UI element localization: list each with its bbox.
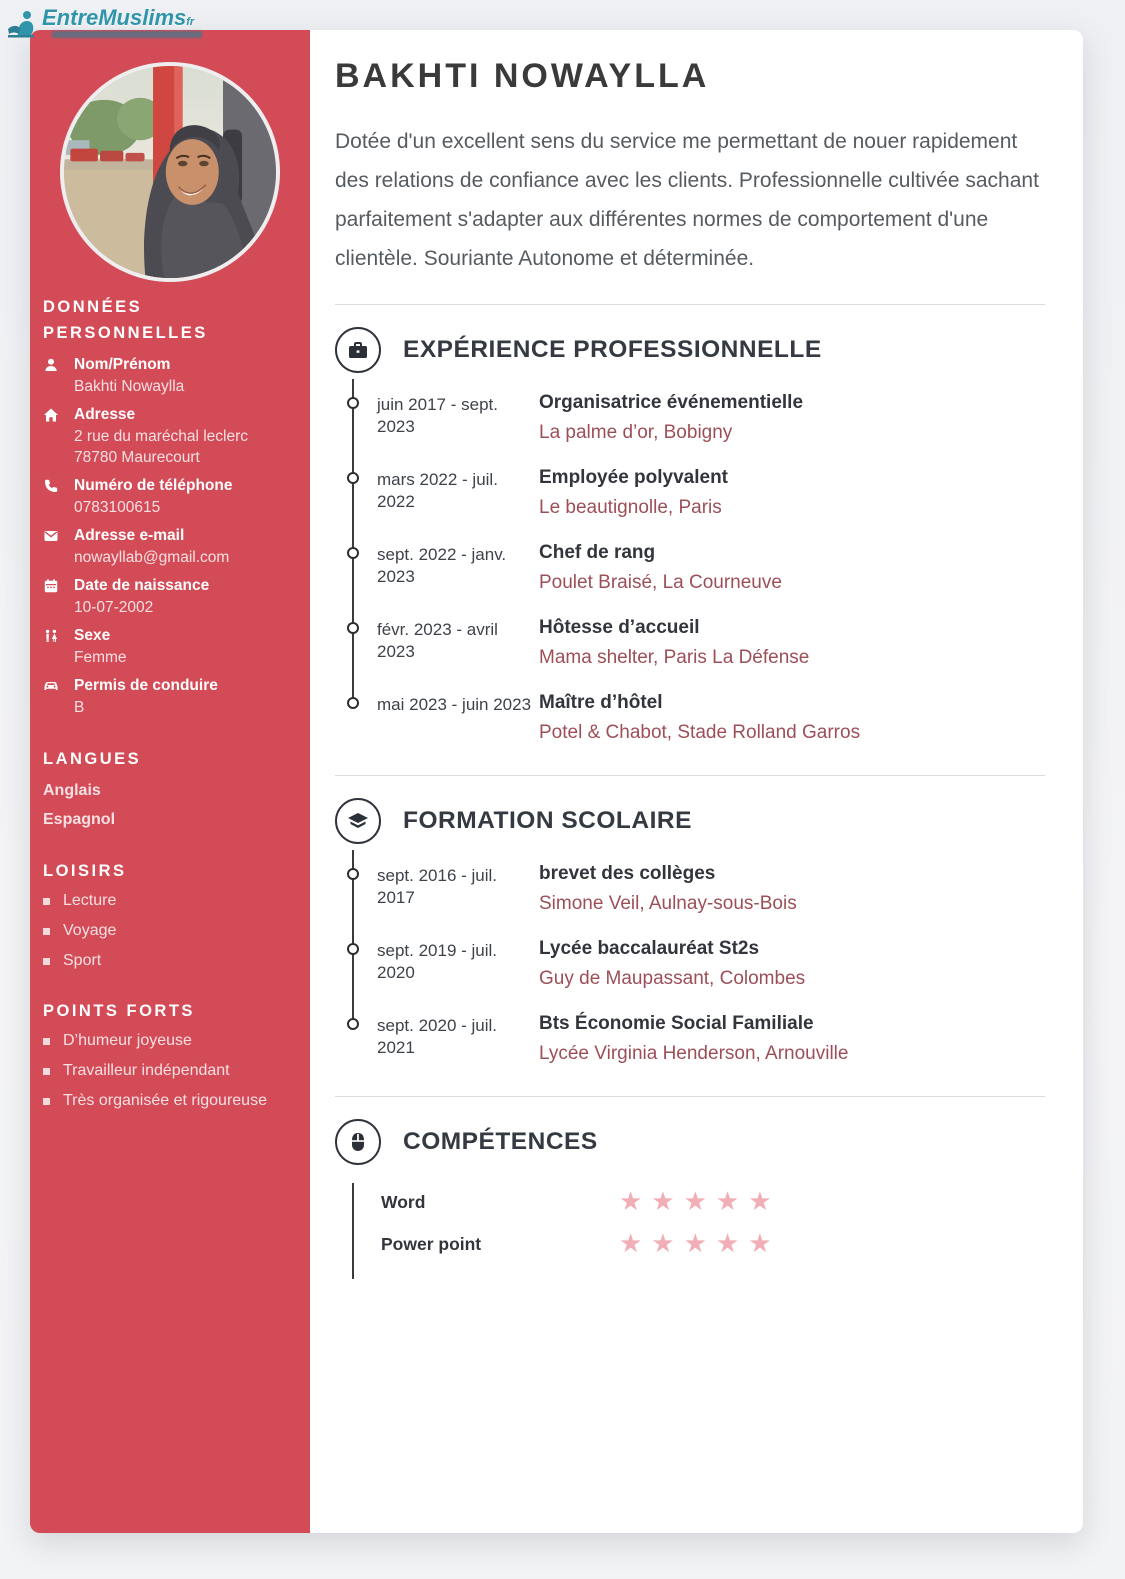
contact-value: B [74, 699, 85, 716]
skills-list [352, 1183, 1045, 1279]
skills-title: COMPÉTENCES [403, 1128, 598, 1155]
timeline-dot-icon [347, 472, 359, 484]
timeline-entry [335, 937, 1045, 991]
skill-row [381, 1229, 1045, 1259]
graduation-icon [335, 798, 381, 844]
list-item: Voyage [43, 922, 296, 940]
timeline-dot-icon [347, 868, 359, 880]
square-bullet-icon [43, 958, 50, 965]
skills-section [335, 1096, 1045, 1279]
entry-place: Mama shelter, Paris La Défense [539, 647, 810, 668]
entry-period: mars 2022 - juil. 2022 [377, 470, 498, 511]
timeline-dot-icon [347, 697, 359, 709]
calendar-icon [43, 575, 74, 618]
square-bullet-icon [43, 928, 50, 935]
entry-title: Chef de rang [539, 542, 656, 563]
square-bullet-icon [43, 898, 50, 905]
mouse-icon [335, 1119, 381, 1165]
entry-title: Hôtesse d’accueil [539, 617, 700, 638]
timeline-entry [335, 541, 1045, 595]
contact-label: Nom/Prénom [74, 356, 171, 373]
contact-value: 2 rue du maréchal leclerc [74, 428, 249, 445]
entry-title: Bts Économie Social Familiale [539, 1013, 814, 1034]
entry-place: Poulet Braisé, La Courneuve [539, 572, 782, 593]
list-item: Sport [43, 952, 296, 970]
contact-value: 0783100615 [74, 499, 161, 516]
user-icon [43, 354, 74, 397]
contact-label: Numéro de téléphone [74, 477, 233, 494]
square-bullet-icon [43, 1098, 50, 1105]
entry-title: Organisatrice événementielle [539, 392, 804, 413]
languages-list [43, 780, 296, 830]
list-item: D’humeur joyeuse [43, 1032, 296, 1050]
contact-value: Bakhti Nowaylla [74, 378, 185, 395]
timeline-entry [335, 616, 1045, 670]
timeline-entry [335, 391, 1045, 445]
phone-icon [43, 475, 74, 518]
timeline-dot-icon [347, 943, 359, 955]
experience-title: EXPÉRIENCE PROFESSIONNELLE [403, 336, 822, 363]
candidate-name: BAKHTI NOWAYLLA [335, 57, 710, 95]
main-content [310, 30, 1083, 1533]
entry-title: Maître d’hôtel [539, 692, 663, 713]
timeline-entry [335, 862, 1045, 916]
personal-items [43, 354, 296, 718]
personal-section-title: DONNÉES PERSONNELLES [43, 298, 208, 342]
contact-label: Adresse e-mail [74, 527, 185, 544]
contact-item [43, 525, 296, 568]
languages-section-title: LANGUES [43, 750, 142, 768]
watermark-brand: EntreMuslims [42, 5, 187, 30]
timeline-dot-icon [347, 397, 359, 409]
timeline-entry [335, 691, 1045, 745]
entry-title: Lycée baccalauréat St2s [539, 938, 760, 959]
timeline-dot-icon [347, 547, 359, 559]
entry-title: Employée polyvalent [539, 467, 729, 488]
entry-place: La palme d’or, Bobigny [539, 422, 733, 443]
timeline-entry [335, 466, 1045, 520]
timeline-dot-icon [347, 1018, 359, 1030]
skill-name: Word [381, 1191, 426, 1212]
cv-document [30, 30, 1083, 1533]
site-watermark [6, 6, 202, 44]
contact-value: 78780 Maurecourt [74, 449, 200, 466]
contact-value: Femme [74, 649, 127, 666]
strengths-section-title: POINTS FORTS [43, 1002, 195, 1020]
list-item: Très organisée et rigoureuse [43, 1092, 296, 1110]
contact-value: 10-07-2002 [74, 599, 154, 616]
mail-icon [43, 525, 74, 568]
hobbies-section-title: LOISIRS [43, 862, 127, 880]
timeline-entry [335, 1012, 1045, 1066]
contact-item [43, 575, 296, 618]
contact-label: Permis de conduire [74, 677, 218, 694]
gender-icon [43, 625, 74, 668]
language-item: Espagnol [43, 811, 116, 828]
square-bullet-icon [43, 1038, 50, 1045]
list-item: Lecture [43, 892, 296, 910]
entry-place: Simone Veil, Aulnay-sous-Bois [539, 893, 797, 914]
education-title: FORMATION SCOLAIRE [403, 807, 692, 834]
contact-item [43, 625, 296, 668]
entry-period: sept. 2020 - juil. 2021 [377, 1016, 498, 1057]
entry-place: Potel & Chabot, Stade Rolland Garros [539, 722, 861, 743]
experience-section [335, 304, 1045, 745]
square-bullet-icon [43, 1068, 50, 1075]
entry-place: Lycée Virginia Henderson, Arnouville [539, 1043, 849, 1064]
home-icon [43, 404, 74, 468]
entry-place: Le beautignolle, Paris [539, 497, 722, 518]
education-timeline [335, 862, 1045, 1066]
education-section [335, 775, 1045, 1066]
contact-item [43, 675, 296, 718]
entry-title: brevet des collèges [539, 863, 716, 884]
entry-period: sept. 2022 - janv. 2023 [377, 545, 507, 586]
sidebar [30, 30, 310, 1533]
car-icon [43, 675, 74, 718]
skill-star-rating: ★★★★★ [619, 1229, 781, 1259]
entry-place: Guy de Maupassant, Colombes [539, 968, 806, 989]
strengths-list [43, 1032, 296, 1110]
contact-label: Date de naissance [74, 577, 210, 594]
entry-period: juin 2017 - sept. 2023 [377, 395, 498, 436]
skill-name: Power point [381, 1233, 482, 1254]
language-item: Anglais [43, 782, 101, 799]
hobbies-list [43, 892, 296, 970]
watermark-tagline-bar [52, 31, 202, 38]
entry-period: sept. 2016 - juil. 2017 [377, 866, 498, 907]
contact-item [43, 475, 296, 518]
contact-value: nowayllab@gmail.com [74, 549, 230, 566]
contact-label: Adresse [74, 406, 136, 423]
profile-summary: Dotée d'un excellent sens du service me permettant de nouer rapidement des relations de confiance avec les clients. Professionnelle cultivée sachant parfaitement s'adapter aux différentes normes de comportement d'une clientèle. Souriante Autonome et déterminée. [335, 130, 1039, 270]
contact-item [43, 354, 296, 397]
briefcase-icon [335, 327, 381, 373]
watermark-logo-icon [6, 9, 40, 44]
skill-star-rating: ★★★★★ [619, 1187, 781, 1217]
timeline-dot-icon [347, 622, 359, 634]
entry-period: févr. 2023 - avril 2023 [377, 620, 498, 661]
experience-timeline [335, 391, 1045, 745]
profile-photo [60, 62, 280, 282]
entry-period: sept. 2019 - juil. 2020 [377, 941, 498, 982]
entry-period: mai 2023 - juin 2023 [377, 695, 532, 714]
contact-item [43, 404, 296, 468]
list-item: Travailleur indépendant [43, 1062, 296, 1080]
watermark-suffix: fr [186, 16, 195, 28]
contact-label: Sexe [74, 627, 111, 644]
skill-row [381, 1187, 1045, 1217]
